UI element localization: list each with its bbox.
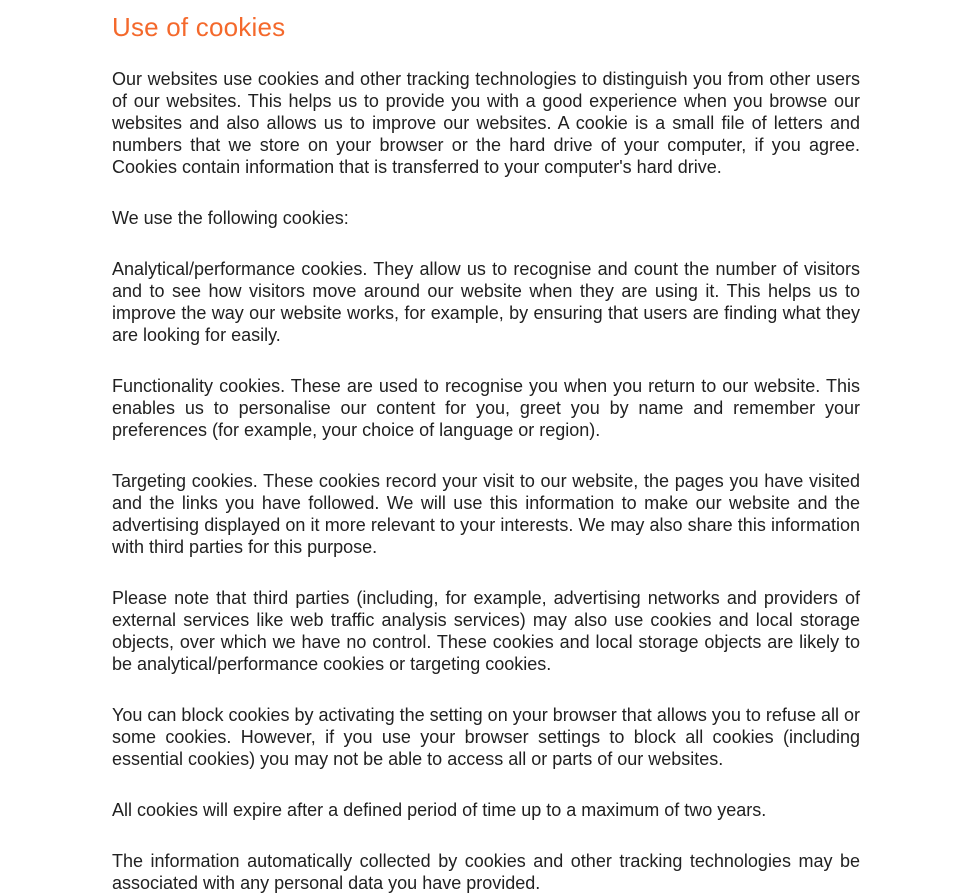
paragraph-targeting-cookies: Targeting cookies. These cookies record your visit to our website, the pages you have visited and the links you have followed. We will use this information to make our website and the advertising displayed on it more relevant to your interests. We may also share this information with third parties for this purpose. (112, 471, 860, 557)
policy-body (112, 68, 860, 894)
page-title: Use of cookies (112, 12, 286, 42)
paragraph-functionality-cookies: Functionality cookies. These are used to recognise you when you return to our website. This enables us to personalise our content for you, greet you by name and remember your preferences (for example, your choice of language or region). (112, 376, 860, 440)
paragraph-cookies-list-intro: We use the following cookies: (112, 208, 349, 228)
paragraph-analytical-cookies: Analytical/performance cookies. They allow us to recognise and count the number of visitors and to see how visitors move around our website when they are using it. This helps us to improve the way our website works, for example, by ensuring that users are finding what they are looking for easily. (112, 259, 860, 345)
paragraph-third-parties: Please note that third parties (including, for example, advertising networks and providers of external services like web traffic analysis services) may also use cookies and local storage objects, over which we have no control. These cookies and local storage objects are likely to be analytical/performance cookies or targeting cookies. (112, 588, 860, 674)
paragraph-intro: Our websites use cookies and other tracking technologies to distinguish you from other users of our websites. This helps us to provide you with a good experience when you browse our websites and also allows us to improve our websites. A cookie is a small file of letters and numbers that we store on your browser or the hard drive of your computer, if you agree. Cookies contain information that is transferred to your computer's hard drive. (112, 69, 860, 177)
paragraph-block-cookies: You can block cookies by activating the setting on your browser that allows you to refuse all or some cookies. However, if you use your browser settings to block all cookies (including essential cookies) you may not be able to access all or parts of our websites. (112, 705, 860, 769)
paragraph-expiry: All cookies will expire after a defined period of time up to a maximum of two years. (112, 800, 767, 820)
text-column (112, 0, 860, 894)
paragraph-personal-data: The information automatically collected by cookies and other tracking technologies may be associated with any personal data you have provided. (112, 851, 860, 893)
